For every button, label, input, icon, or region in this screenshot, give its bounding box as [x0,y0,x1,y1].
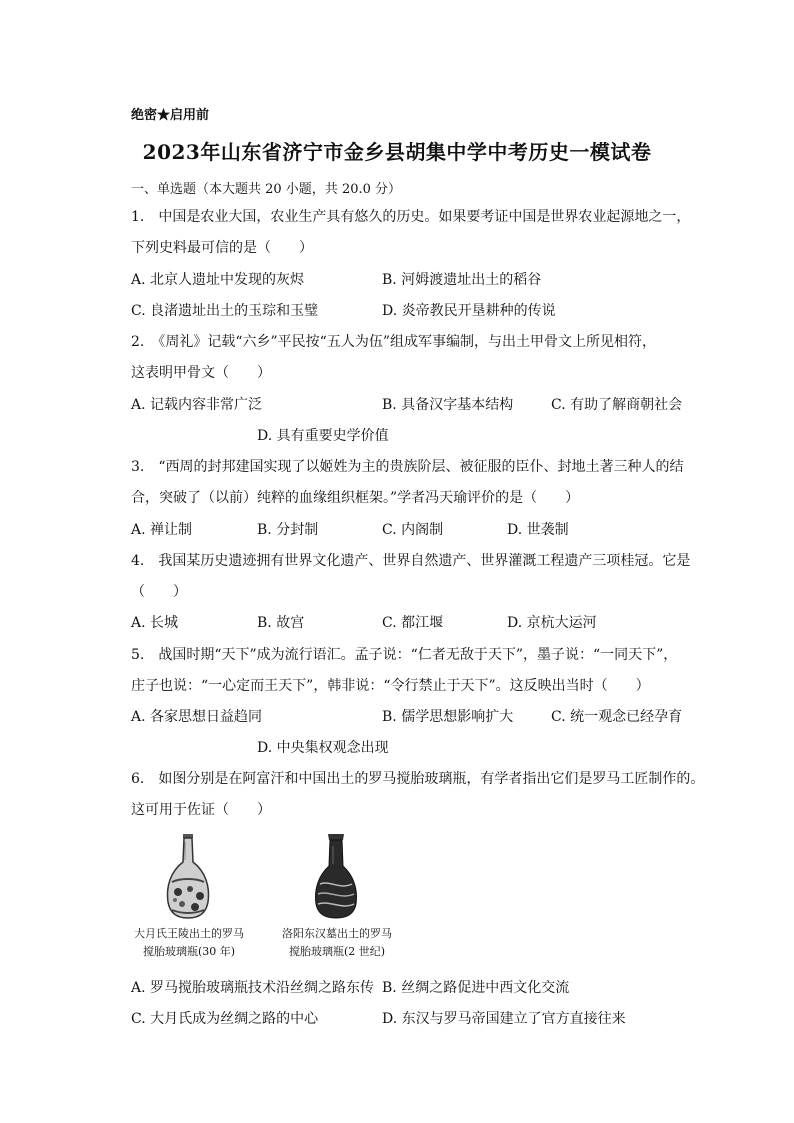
question-1-option-a: A. 北京人遗址中发现的灰烬 [131,272,305,288]
question-4-line-1: 4. 我国某历史遗迹拥有世界文化遗产、世界自然遗产、世界灌溉工程遗产三项桂冠。它是 [131,553,691,569]
question-3-option-a: A. 禅让制 [131,522,193,538]
question-6-line-1: 6. 如图分别是在阿富汗和中国出土的罗马搅胎玻璃瓶，有学者指出它们是罗马工匠制作的。 [131,771,705,787]
vase-1-photo [158,832,218,920]
question-2-option-b: B. 具备汉字基本结构 [382,397,514,413]
question-2-line-1: 2. 《周礼》记载“六乡”平民按“五人为伍”组成军事编制，与出土甲骨文上所见相符， [131,334,656,350]
vase-2-photo [306,832,366,920]
question-1-option-b: B. 河姆渡遗址出土的稻谷 [382,272,542,288]
question-6-option-b: B. 丝绸之路促进中西文化交流 [382,980,570,996]
vase-1-caption-line-2: 搅胎玻璃瓶(30 年) [142,945,236,958]
question-4-option-d: D. 京杭大运河 [507,615,597,631]
confidential-mark: 绝密★启用前 [131,108,210,123]
question-2-option-a: A. 记载内容非常广泛 [131,397,263,413]
question-1-line-2: 下列史料最可信的是（ ） [131,240,313,256]
question-5-option-c: C. 统一观念已经孕育 [551,709,683,725]
question-4-option-a: A. 长城 [131,615,179,631]
question-1-line-1: 1. 中国是农业大国，农业生产具有悠久的历史。如果要考证中国是世界农业起源地之一， [131,209,691,225]
question-3-option-b: B. 分封制 [257,522,319,538]
question-2-line-2: 这表明甲骨文（ ） [131,365,271,381]
question-2-option-d: D. 具有重要史学价值 [257,428,389,444]
exam-title: 2023年山东省济宁市金乡县胡集中学中考历史一模试卷 [142,140,652,164]
question-2-option-c: C. 有助了解商朝社会 [551,397,683,413]
question-5-line-2: 庄子也说：“一心定而王天下”，韩非说：“令行禁止于天下”。这反映出当时（ ） [131,678,650,694]
question-4-option-b: B. 故宫 [257,615,305,631]
vase-1-caption-line-1: 大月氏王陵出土的罗马 [134,927,244,940]
question-5-line-1: 5. 战国时期“天下”成为流行语汇。孟子说：“仁者无敌于天下”，墨子说：“一同天下”， [131,647,678,663]
question-6-option-d: D. 东汉与罗马帝国建立了官方直接往来 [382,1011,626,1027]
question-1-option-c: C. 良渚遗址出土的玉琮和玉璧 [131,303,319,319]
question-3-option-c: C. 内阁制 [382,522,444,538]
question-1-option-d: D. 炎帝教民开垦耕种的传说 [382,303,556,319]
question-3-option-d: D. 世袭制 [507,522,569,538]
question-6-option-c: C. 大月氏成为丝绸之路的中心 [131,1011,319,1027]
vase-2-caption-line-2: 搅胎玻璃瓶(2 世纪) [288,945,386,958]
question-6-option-a: A. 罗马搅胎玻璃瓶技术沿丝绸之路东传 [131,980,375,996]
question-5-option-b: B. 儒学思想影响扩大 [382,709,514,725]
question-6-line-2: 这可用于佐证（ ） [131,802,271,818]
question-5-option-d: D. 中央集权观念出现 [257,740,389,756]
question-3-line-2: 合，突破了（以前）纯粹的血缘组织框架。”学者冯天瑜评价的是（ ） [131,490,580,506]
vase-2-caption-line-1: 洛阳东汉墓出土的罗马 [282,927,392,940]
question-4-line-2: （ ） [131,584,187,600]
question-5-option-a: A. 各家思想日益趋同 [131,709,263,725]
question-3-line-1: 3. “西周的封邦建国实现了以姬姓为主的贵族阶层、被征服的臣仆、封地土著三种人的结 [131,459,684,475]
question-4-option-c: C. 都江堰 [382,615,444,631]
section-heading: 一、单选题（本大题共 20 小题，共 20.0 分） [131,182,402,197]
